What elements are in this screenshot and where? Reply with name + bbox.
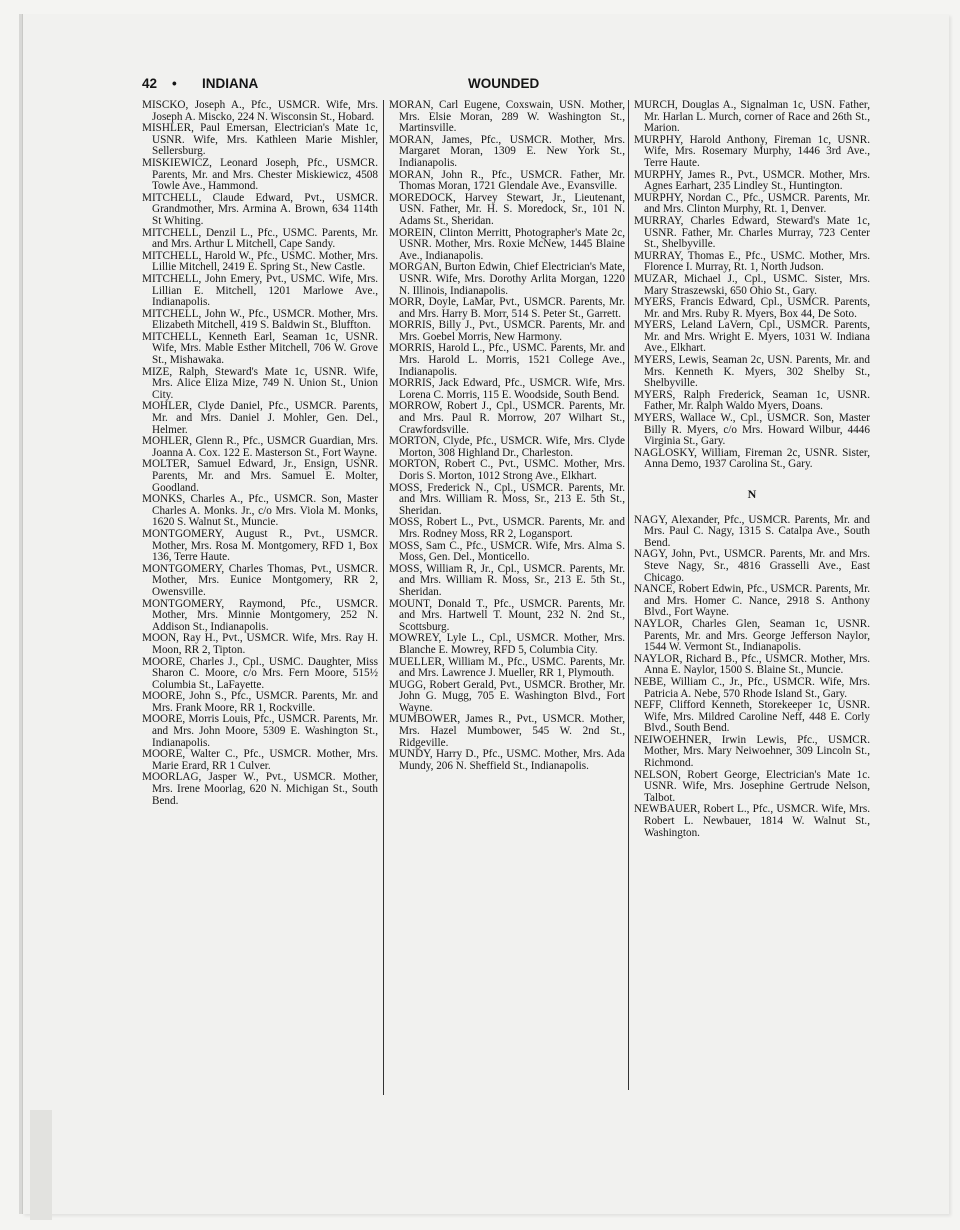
column-3-n-entries — [634, 515, 870, 840]
column-2 — [389, 100, 625, 772]
casualty-entry: MORAN, Carl Eugene, Coxswain, USN. Mother, Mrs. Elsie Moran, 289 W. Washington St., Martinsville. — [389, 99, 625, 135]
casualty-entry: MOON, Ray H., Pvt., USMCR. Wife, Mrs. Ray H. Moon, RR 2, Tipton. — [142, 632, 378, 656]
casualty-entry: MYERS, Wallace W., Cpl., USMCR. Son, Master Billy R. Myers, c/o Mrs. Howard Wilbur, 4446 Virginia St., Gary. — [634, 412, 870, 448]
casualty-entry: MISKIEWICZ, Leonard Joseph, Pfc., USMCR. Parents, Mr. and Mrs. Chester Miskiewicz, 4508 Towle Ave., Hammond. — [142, 156, 378, 193]
casualty-entry: MURCH, Douglas A., Signalman 1c, USN. Father, Mr. Harlan L. Murch, corner of Race and 26th St., Marion. — [634, 99, 870, 135]
column-divider — [628, 100, 629, 1090]
casualty-entry: MYERS, Francis Edward, Cpl., USMCR. Parents, Mr. and Mrs. Ruby R. Myers, Box 44, De Soto. — [634, 296, 870, 320]
casualty-entry: MUGG, Robert Gerald, Pvt., USMCR. Brother, Mr. John G. Mugg, 705 E. Washington Blvd., Fort Wayne. — [389, 678, 625, 714]
casualty-entry: MOREDOCK, Harvey Stewart, Jr., Lieutenant, USN. Father, Mr. H. S. Moredock, Sr., 101 N. Adams St., Sheridan. — [389, 191, 625, 227]
bullet: • — [172, 76, 177, 91]
casualty-entry: MONTGOMERY, Charles Thomas, Pvt., USMCR. Mother, Mrs. Eunice Montgomery, RR 2, Owensville. — [142, 562, 378, 598]
casualty-entry: NEBE, William C., Jr., Pfc., USMCR. Wife, Mrs. Patricia A. Nebe, 570 Rhode Island St., Gary. — [634, 675, 870, 700]
casualty-entry: MOHLER, Glenn R., Pfc., USMCR Guardian, Mrs. Joanna A. Cox. 122 E. Masterson St., Fort Wayne. — [142, 435, 378, 459]
casualty-entry: MONTGOMERY, Raymond, Pfc., USMCR. Mother, Mrs. Minnie Montgomery, 252 N. Addison St., Indianapolis. — [142, 597, 378, 633]
casualty-entry: MUZAR, Michael J., Cpl., USMC. Sister, Mrs. Mary Straszewski, 650 Ohio St., Gary. — [634, 272, 870, 297]
casualty-entry: NAYLOR, Richard B., Pfc., USMCR. Mother, Mrs. Anna E. Naylor, 1500 S. Blaine St., Muncie. — [634, 652, 870, 677]
casualty-entry: MITCHELL, Harold W., Pfc., USMC. Mother, Mrs. Lillie Mitchell, 2419 E. Spring St., New Castle. — [142, 249, 378, 274]
casualty-entry: MOUNT, Donald T., Pfc., USMCR. Parents, Mr. and Mrs. Hartwell T. Mount, 232 N. 2nd St., Scottsburg. — [389, 597, 625, 633]
page-header — [142, 76, 872, 96]
casualty-entry: MOORE, Walter C., Pfc., USMCR. Mother, Mrs. Marie Erard, RR 1 Culver. — [142, 748, 378, 772]
casualty-entry: MUMBOWER, James R., Pvt., USMCR. Mother, Mrs. Hazel Mumbower, 545 W. 2nd St., Ridgeville. — [389, 713, 625, 749]
casualty-entry: MONKS, Charles A., Pfc., USMCR. Son, Master Charles A. Monks. Jr., c/o Mrs. Viola M. Monks, 1620 S. Walnut St., Muncie. — [142, 493, 378, 529]
casualty-entry: MITCHELL, Denzil L., Pfc., USMC. Parents, Mr. and Mrs. Arthur L Mitchell, Cape Sandy. — [142, 226, 378, 251]
casualty-entry: MOREIN, Clinton Merritt, Photographer's Mate 2c, USNR. Mother, Mrs. Roxie McNew, 1445 Blaine Ave., Indianapolis. — [389, 226, 625, 262]
casualty-entry: NEWBAUER, Robert L., Pfc., USMCR. Wife, Mrs. Robert L. Newbauer, 1814 W. Walnut St., Washington. — [634, 803, 870, 839]
page-number: 42 — [142, 76, 158, 91]
column-1 — [142, 100, 378, 807]
column-divider — [383, 100, 384, 1095]
column-3 — [634, 100, 870, 839]
casualty-entry: NEIWOEHNER, Irwin Lewis, Pfc., USMCR. Mother, Mrs. Mary Neiwoehner, 309 Lincoln St., Richmond. — [634, 733, 870, 770]
casualty-entry: MOHLER, Clyde Daniel, Pfc., USMCR. Parents, Mr. and Mrs. Daniel J. Mohler, Gen. Del., Helmer. — [142, 400, 378, 436]
casualty-entry: MUNDY, Harry D., Pfc., USMC. Mother, Mrs. Ada Mundy, 206 N. Sheffield St., Indianapolis. — [389, 748, 625, 772]
column-3-m-entries — [634, 100, 870, 471]
page-edge — [30, 1110, 52, 1220]
casualty-entry: MOSS, Robert L., Pvt., USMCR. Parents, Mr. and Mrs. Rodney Moss, RR 2, Logansport. — [389, 516, 625, 540]
casualty-entry: MORR, Doyle, LaMar, Pvt., USMCR. Parents, Mr. and Mrs. Harry B. Morr, 514 S. Peter St., Garrett. — [389, 296, 625, 320]
casualty-entry: MOORLAG, Jasper W., Pvt., USMCR. Mother, Mrs. Irene Moorlag, 620 N. Michigan St., South Bend. — [142, 771, 378, 807]
casualty-entry: MURRAY, Charles Edward, Steward's Mate 1c, USNR. Father, Mr. Charles Murray, 723 Center St., Shelbyville. — [634, 214, 870, 251]
casualty-entry: MISHLER, Paul Emersan, Electrician's Mate 1c, USNR. Wife, Mrs. Kathleen Marie Mishler, Sellersburg. — [142, 122, 378, 158]
casualty-entry: MOWREY, Lyle L., Cpl., USMCR. Mother, Mrs. Blanche E. Mowrey, RFD 5, Columbia City. — [389, 632, 625, 656]
state-title: INDIANA — [202, 76, 259, 91]
casualty-entry: MOORE, Charles J., Cpl., USMC. Daughter, Miss Sharon C. Moore, c/o Mrs. Fern Moore, 515½ Columbia St., LaFayette. — [142, 655, 378, 691]
casualty-entry: MYERS, Ralph Frederick, Seaman 1c, USNR. Father, Mr. Ralph Waldo Myers, Doans. — [634, 388, 870, 413]
casualty-entry: MURPHY, Nordan C., Pfc., USMCR. Parents, Mr. and Mrs. Clinton Murphy, Rt. 1, Denver. — [634, 191, 870, 216]
casualty-entry: NELSON, Robert George, Electrician's Mate 1c. USNR. Wife, Mrs. Josephine Gertrude Nelson, Talbot. — [634, 768, 870, 804]
casualty-entry: MYERS, Leland LaVern, Cpl., USMCR. Parents, Mr. and Mrs. Wright E. Myers, 1031 W. Indiana Ave., Elkhart. — [634, 319, 870, 355]
casualty-entry: MORRIS, Billy J., Pvt., USMCR. Parents, Mr. and Mrs. Goebel Morris, New Harmony. — [389, 319, 625, 343]
casualty-entry: MURPHY, James R., Pvt., USMCR. Mother, Mrs. Agnes Earhart, 235 Lindley St., Huntington. — [634, 168, 870, 193]
letter-heading: N — [747, 487, 757, 501]
casualty-entry: MIZE, Ralph, Steward's Mate 1c, USNR. Wife, Mrs. Alice Eliza Mize, 749 N. Union St., Union City. — [142, 365, 378, 401]
casualty-entry: MITCHELL, Kenneth Earl, Seaman 1c, USNR. Wife, Mrs. Mable Esther Mitchell, 706 W. Grove St., Mishawaka. — [142, 330, 378, 367]
casualty-entry: NANCE, Robert Edwin, Pfc., USMCR. Parents, Mr. and Mrs. Homer C. Nance, 2918 S. Anthony Blvd., Fort Wayne. — [634, 583, 870, 619]
casualty-entry: MITCHELL, John W., Pfc., USMCR. Mother, Mrs. Elizabeth Mitchell, 419 S. Baldwin St., Bluffton. — [142, 307, 378, 332]
section-title: WOUNDED — [468, 76, 540, 91]
casualty-entry: MUELLER, William M., Pfc., USMC. Parents, Mr. and Mrs. Lawrence J. Mueller, RR 1, Plymouth. — [389, 655, 625, 680]
casualty-entry: MORGAN, Burton Edwin, Chief Electrician's Mate, USNR. Wife, Mrs. Dorothy Arlita Morgan, 1220 N. Illinois, Indianapolis. — [389, 261, 625, 297]
casualty-entry: NAYLOR, Charles Glen, Seaman 1c, USNR. Parents, Mr. and Mrs. George Jefferson Naylor, 1544 W. Vermont St., Indianapolis. — [634, 617, 870, 654]
casualty-entry: NAGY, Alexander, Pfc., USMCR. Parents, Mr. and Mrs. Paul C. Nagy, 1315 S. Catalpa Ave., South Bend. — [634, 513, 870, 549]
casualty-entry: MURRAY, Thomas E., Pfc., USMC. Mother, Mrs. Florence I. Murray, Rt. 1, North Judson. — [634, 249, 870, 274]
casualty-entry: MORAN, John R., Pfc., USMCR. Father, Mr. Thomas Moran, 1721 Glendale Ave., Evansville. — [389, 168, 625, 193]
casualty-entry: MITCHELL, Claude Edward, Pvt., USMCR. Grandmother, Mrs. Armina A. Brown, 634 114th St Whiting. — [142, 191, 378, 227]
casualty-entry: NAGLOSKY, William, Fireman 2c, USNR. Sister, Anna Demo, 1937 Carolina St., Gary. — [634, 446, 870, 471]
casualty-entry: MOORE, John S., Pfc., USMCR. Parents, Mr. and Mrs. Frank Moore, RR 1, Rockville. — [142, 690, 378, 714]
casualty-entry: MOORE, Morris Louis, Pfc., USMCR. Parents, Mr. and Mrs. John Moore, 5309 E. Washington St., Indianapolis. — [142, 713, 378, 749]
casualty-entry: MORTON, Robert C., Pvt., USMC. Mother, Mrs. Doris S. Morton, 1012 Strong Ave., Elkhart. — [389, 458, 625, 482]
casualty-entry: MOSS, William R, Jr., Cpl., USMCR. Parents, Mr. and Mrs. William R. Moss, Sr., 213 E. 5th St., Sheridan. — [389, 562, 625, 598]
casualty-entry: MITCHELL, John Emery, Pvt., USMC. Wife, Mrs. Lillian E. Mitchell, 1201 Marlowe Ave., Indianapolis. — [142, 272, 378, 309]
casualty-entry: MONTGOMERY, August R., Pvt., USMCR. Mother, Mrs. Rosa M. Montgomery, RFD 1, Box 136, Terre Haute. — [142, 527, 378, 564]
casualty-entry: MISCKO, Joseph A., Pfc., USMCR. Wife, Mrs. Joseph A. Miscko, 224 N. Wisconsin St., Hobard. — [142, 99, 378, 123]
casualty-entry: MOLTER, Samuel Edward, Jr., Ensign, USNR. Parents, Mr. and Mrs. Samuel E. Molter, Goodland. — [142, 458, 378, 494]
casualty-entry: MYERS, Lewis, Seaman 2c, USN. Parents, Mr. and Mrs. Kenneth K. Myers, 302 Shelby St., Shelbyville. — [634, 354, 870, 390]
casualty-entry: MORRIS, Harold L., Pfc., USMC. Parents, Mr. and Mrs. Harold L. Morris, 1521 College Ave., Indianapolis. — [389, 342, 625, 378]
casualty-entry: MORRIS, Jack Edward, Pfc., USMCR. Wife, Mrs. Lorena C. Morris, 115 E. Woodside, South Bend. — [389, 377, 625, 401]
casualty-entry: MURPHY, Harold Anthony, Fireman 1c, USNR. Wife, Mrs. Rosemary Murphy, 1446 3rd Ave., Terre Haute. — [634, 133, 870, 169]
casualty-entry: MOSS, Sam C., Pfc., USMCR. Wife, Mrs. Alma S. Moss, Gen. Del., Monticello. — [389, 539, 625, 564]
casualty-entry: NEFF, Clifford Kenneth, Storekeeper 1c, USNR. Wife, Mrs. Mildred Caroline Neff, 448 E. Corly Blvd., South Bend. — [634, 699, 870, 735]
casualty-entry: MOSS, Frederick N., Cpl., USMCR. Parents, Mr. and Mrs. William R. Moss, Sr., 213 E. 5th St., Sheridan. — [389, 481, 625, 517]
casualty-entry: MORROW, Robert J., Cpl., USMCR. Parents, Mr. and Mrs. Paul R. Morrow, 207 Wilhart St., Crawfordsville. — [389, 400, 625, 436]
casualty-entry: NAGY, John, Pvt., USMCR. Parents, Mr. and Mrs. Steve Nagy, Sr., 4816 Grasselli Ave., East Chicago. — [634, 548, 870, 584]
casualty-entry: MORTON, Clyde, Pfc., USMCR. Wife, Mrs. Clyde Morton, 308 Highland Dr., Charleston. — [389, 435, 625, 459]
casualty-entry: MORAN, James, Pfc., USMCR. Mother, Mrs. Margaret Moran, 1309 E. New York St., Indianapolis. — [389, 133, 625, 169]
